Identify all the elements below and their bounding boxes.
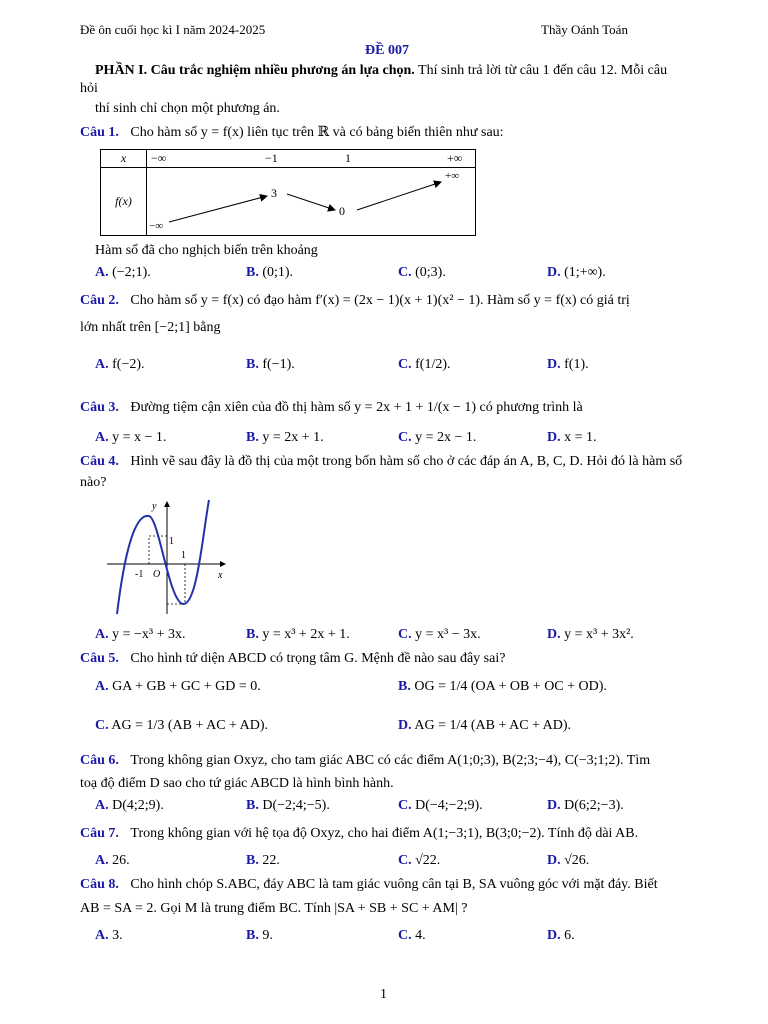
q1-line: [80, 124, 504, 141]
part1-text1: Thí sinh trả lời từ câu 1 đến câu 12. Mỗi câu: [414, 63, 668, 78]
q6-stem: Trong không gian Oxyz, cho tam giác ABC có các điểm A(1;0;3), B(2;3;−4), C(−3;1;2). Tìm: [130, 753, 651, 768]
q4-label: Câu 4.: [80, 454, 119, 469]
graph-x-label: x: [218, 570, 223, 581]
vt-f-1: 3: [271, 186, 277, 200]
q7-label: Câu 7.: [80, 826, 119, 841]
q6-opt-c: C. D(−4;−2;9).: [398, 798, 483, 813]
q8-label: Câu 8.: [80, 877, 119, 892]
q8-line: [80, 877, 658, 893]
q5-opt-d: D. AG = 1/4 (AB + AC + AD).: [398, 718, 572, 733]
q3-line: [80, 400, 583, 416]
q2-opt-c: C. f(1/2).: [398, 357, 451, 372]
vt-x-0: −∞: [151, 151, 167, 165]
q8-opt-c: C. 4.: [398, 928, 426, 943]
q6-opt-b: B. D(−2;4;−5).: [246, 798, 330, 813]
vt-x-1: −1: [265, 151, 278, 165]
page-number: 1: [380, 987, 387, 1002]
graph-one-y: 1: [169, 536, 174, 547]
q8-stem: Cho hình chóp S.ABC, đáy ABC là tam giác vuông cân tại B, SA vuông góc với mặt đáy. Biết: [130, 877, 658, 892]
q3-opt-b: B. y = 2x + 1.: [246, 430, 324, 445]
q7-opt-d: D. √26.: [547, 853, 590, 868]
cubic-graph: [105, 492, 235, 617]
q5-opt-b: B. OG = 1/4 (OA + OB + OC + OD).: [398, 679, 607, 694]
vt-x-row: [147, 150, 476, 168]
part1-text2: hỏi: [80, 81, 98, 96]
q3-opt-d: D. x = 1.: [547, 430, 597, 445]
q7-opt-b: B. 22.: [246, 853, 280, 868]
q7-opt-c: C. √22.: [398, 853, 441, 868]
q2-opt-a: A. f(−2).: [95, 357, 145, 372]
q5-stem: Cho hình tứ diện ABCD có trọng tâm G. Mệnh đề nào sau đây sai?: [130, 651, 506, 666]
q6-opt-a: A. D(4;2;9).: [95, 798, 164, 813]
vt-f-2: 0: [339, 204, 345, 218]
q3-opt-c: C. y = 2x − 1.: [398, 430, 477, 445]
vt-arrows: [147, 168, 475, 236]
q2-line: [80, 293, 630, 309]
header-right: Thầy Oánh Toán: [541, 22, 628, 37]
vt-x-2: 1: [345, 151, 351, 165]
vt-f-head: f(x): [101, 168, 147, 236]
vt-arrow-up-2: [357, 182, 441, 210]
graph-one-x: 1: [181, 550, 186, 561]
q8-opt-a: A. 3.: [95, 928, 123, 943]
q3-opt-a: A. y = x − 1.: [95, 430, 167, 445]
q8-opt-d: D. 6.: [547, 928, 575, 943]
q4-opt-d: D. y = x³ + 3x².: [547, 627, 634, 642]
q6-stem2: toạ độ điểm D sao cho tứ giác ABCD là hình bình hành.: [80, 776, 394, 791]
cubic-curve: [117, 500, 209, 614]
q1-opt-d: D. (1;+∞).: [547, 265, 606, 280]
vt-x-3: +∞: [447, 151, 463, 165]
graph-origin: O: [153, 569, 161, 580]
q7-line: [80, 826, 638, 842]
q2-opt-d: D. f(1).: [547, 357, 589, 372]
graph-y-label: y: [152, 501, 157, 512]
q5-line: [80, 651, 505, 667]
q7-opt-a: A. 26.: [95, 853, 130, 868]
q4-stem2: nào?: [80, 475, 107, 490]
q2-stem: Cho hàm số y = f(x) có đạo hàm f′(x) = (2x − 1)(x + 1)(x² − 1). Hàm số y = f(x) có giá trị: [130, 293, 630, 308]
q3-stem: Đường tiệm cận xiên của đồ thị hàm số y = 2x + 1 + 1/(x − 1) có phương trình là: [130, 400, 583, 415]
vt-arrow-down: [287, 194, 335, 210]
q1-after: Hàm số đã cho nghịch biến trên khoảng: [95, 243, 318, 258]
q4-line: [80, 454, 682, 470]
vt-x-head: x: [101, 150, 147, 168]
q6-opt-d: D. D(6;2;−3).: [547, 798, 624, 813]
q1-opt-a: A. (−2;1).: [95, 265, 151, 280]
q3-label: Câu 3.: [80, 400, 119, 415]
q1-opt-c: C. (0;3).: [398, 265, 446, 280]
graph-neg1: -1: [135, 569, 144, 580]
vt-arrow-up-1: [169, 196, 267, 222]
q1-label: Câu 1.: [80, 125, 119, 140]
q5-opt-a: A. GA + GB + GC + GD = 0.: [95, 679, 261, 694]
q6-label: Câu 6.: [80, 753, 119, 768]
q4-opt-c: C. y = x³ − 3x.: [398, 627, 481, 642]
q5-opt-c: C. AG = 1/3 (AB + AC + AD).: [95, 718, 269, 733]
variation-table: [100, 149, 476, 236]
part1-label: PHẦN I. Câu trắc nghiệm nhiều phương án lựa chọn.: [95, 63, 415, 78]
exam-title: ĐỀ 007: [365, 43, 409, 58]
q6-line: [80, 753, 650, 769]
q7-stem: Trong không gian với hệ tọa độ Oxyz, cho hai điểm A(1;−3;1), B(3;0;−2). Tính độ dài AB.: [130, 826, 639, 841]
q5-label: Câu 5.: [80, 651, 119, 666]
q1-stem: Cho hàm số y = f(x) liên tục trên ℝ và có bảng biến thiên như sau:: [130, 125, 504, 140]
vt-f-0: −∞: [149, 220, 164, 232]
q4-stem: Hình vẽ sau đây là đồ thị của một trong bốn hàm số cho ở các đáp án A, B, C, D. Hỏi đó là hàm số: [130, 454, 683, 469]
vt-f-row: [147, 168, 476, 236]
q4-opt-a: A. y = −x³ + 3x.: [95, 627, 186, 642]
part1-intro: [95, 63, 667, 79]
q2-opt-b: B. f(−1).: [246, 357, 295, 372]
q4-opt-b: B. y = x³ + 2x + 1.: [246, 627, 350, 642]
q8-stem2: AB = SA = 2. Gọi M là trung điểm BC. Tính |SA + SB + SC + AM| ?: [80, 901, 468, 916]
header-left: Đề ôn cuối học kì I năm 2024-2025: [80, 22, 266, 37]
q1-opt-b: B. (0;1).: [246, 265, 294, 280]
q2-stem2: lớn nhất trên [−2;1] bằng: [80, 320, 221, 335]
q2-label: Câu 2.: [80, 293, 119, 308]
q8-opt-b: B. 9.: [246, 928, 273, 943]
vt-f-3: +∞: [445, 170, 460, 182]
part1-text3: thí sinh chỉ chọn một phương án.: [95, 101, 280, 116]
